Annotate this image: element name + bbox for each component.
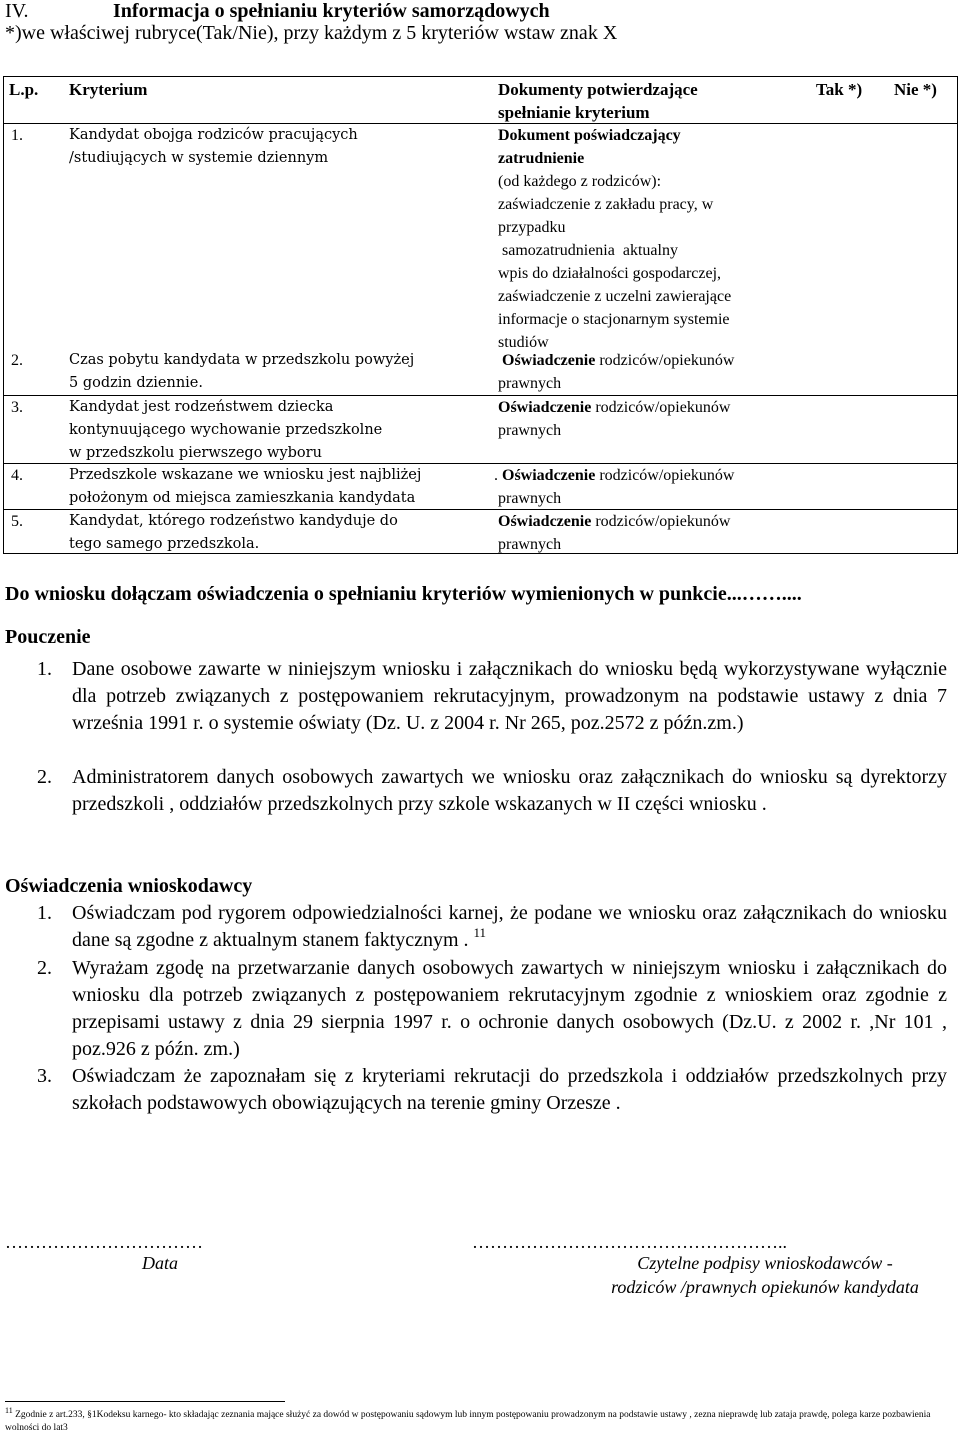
footnote [5, 1406, 950, 1435]
row-4-doc-prefix: . [494, 467, 502, 484]
declaration-item-text-body: Oświadczam pod rygorem odpowiedzialności karnej, że podane we wniosku oraz załącznikach do wniosku dane są zgodne z aktualnym stanem faktycznym . [72, 902, 947, 951]
declaration-item-number: 1. [37, 902, 52, 924]
row-1-criterion [69, 124, 489, 170]
row-3-criterion [69, 396, 489, 465]
row-2-criterion [69, 349, 489, 395]
row-1-doc-line: zaświadczenie z zakładu pracy, w [498, 196, 714, 213]
row-1-doc-line: wpis do działalności gospodarczej, [498, 265, 722, 282]
instruction-title: Pouczenie [5, 626, 91, 648]
instruction-item-number: 1. [37, 658, 52, 680]
signature-dotted-line: …………………………………………….. [472, 1232, 787, 1252]
row-5-criterion-line: tego samego przedszkola. [69, 536, 260, 552]
declaration-item-text [72, 900, 947, 954]
row-5-doc-bold: Oświadczenie [498, 513, 592, 530]
instruction-item-number: 2. [37, 766, 52, 788]
row-1-doc-line: zaświadczenie z uczelni zawierające [498, 288, 732, 305]
row-4-criterion-line: położonym od miejsca zamieszkania kandydata [69, 490, 416, 506]
date-dotted-line: …………………………… [5, 1232, 203, 1252]
row-1-criterion-line: Kandydat obojga rodziców pracujących [69, 127, 358, 143]
row-2-criterion-line: Czas pobytu kandydata w przedszkolu powyżej [69, 352, 415, 368]
header-documents [498, 78, 698, 124]
row-1-doc-line: studiów [498, 334, 549, 351]
row-2-documents [498, 349, 798, 395]
section-number: IV. [5, 0, 29, 22]
row-5-number: 5. [11, 513, 23, 530]
signature-label-line1: Czytelne podpisy wnioskodawców - [637, 1253, 893, 1273]
row-1-doc-line: przypadku [498, 219, 566, 236]
row-1-doc-line: (od każdego z rodziców): [498, 173, 662, 190]
instruction-item-text: Dane osobowe zawarte w niniejszym wniosku i załącznikach do wniosku będą wykorzystywane wyłącznie dla potrzeb związanych z postępowaniem rekrutacyjnym, prowadzonym na podstawie ustawy z dnia 7 września 1991 r. o systemie oświaty (Dz. U. z 2004 r. Nr 265, poz.2572 z późn.zm.) [72, 658, 947, 734]
row-3-criterion-line: kontynuującego wychowanie przedszkolne [69, 422, 383, 438]
declaration-item-text: Oświadczam że zapoznałam się z kryteriami rekrutacji do przedszkola i oddziałów przedszkolnych przy szkołach podstawowych obowiązujących na terenie gminy Orzesze . [72, 1065, 947, 1114]
footnote-rule [5, 1401, 285, 1402]
footnote-ref: 11 [473, 925, 487, 940]
signature-label-line2: rodziców /prawnych opiekunów kandydata [611, 1277, 919, 1297]
row-2-number: 2. [11, 352, 23, 369]
header-documents-line2: spełnianie kryterium [498, 103, 650, 122]
section-instruction: *)we właściwej rubryce(Tak/Nie), przy każdym z 5 kryteriów wstaw znak X [5, 22, 618, 44]
header-documents-line1: Dokumenty potwierdzające [498, 80, 698, 99]
footnote-text: Zgodnie z art.233, §1Kodeksu karnego- kto składając zeznania mające służyć za dowód w postępowaniu sądowym lub innym postępowaniu prowadzonym na podstawie ustawy , zezna nieprawdę lub zataja prawdę, polega karze pozbawienia wolności do lat3 [5, 1410, 931, 1433]
header-no: Nie *) [894, 80, 937, 99]
declaration-item-text: Wyrażam zgodę na przetwarzanie danych osobowych zawartych w niniejszym wniosku i załącznikach do wniosku dla potrzeb związanych z postępowaniem rekrutacyjnym zgodnie z wnioskiem oraz zgodnie z przepisami ustawy z dnia 29 sierpnia 1997 r. o ochronie danych osobowych (Dz.U. z 2002 r. ,Nr 101 , poz.926 z późn. zm.) [72, 957, 947, 1060]
declaration-item-number: 3. [37, 1065, 52, 1087]
row-4-criterion-line: Przedszkole wskazane we wniosku jest najbliżej [69, 467, 422, 483]
row-3-criterion-line: Kandydat jest rodzeństwem dziecka [69, 399, 334, 415]
row-2-doc-line2: prawnych [498, 375, 562, 392]
section-title: Informacja o spełnianiu kryteriów samorządowych [113, 0, 550, 22]
row-4-criterion [69, 464, 489, 510]
section-heading [5, 0, 550, 22]
instruction-item [5, 656, 947, 737]
row-2-doc-rest: rodziców/opiekunów [595, 352, 735, 369]
row-4-doc-line2: prawnych [498, 490, 562, 507]
declaration-item [5, 900, 947, 954]
row-2-criterion-line: 5 godzin dziennie. [69, 375, 203, 391]
declaration-item-number: 2. [37, 957, 52, 979]
row-3-criterion-line: w przedszkolu pierwszego wyboru [69, 445, 322, 461]
footnote-number: 11 [5, 1406, 13, 1415]
row-5-doc-line2: prawnych [498, 536, 562, 553]
instruction-item-text: Administratorem danych osobowych zawartych we wniosku oraz załącznikach do wniosku są dyrektorzy przedszkoli , oddziałów przedszkolnych przy szkole wskazanych w II części wniosku . [72, 766, 947, 815]
row-3-doc-rest: rodziców/opiekunów [591, 399, 731, 416]
row-3-number: 3. [11, 399, 23, 416]
declaration-item [5, 1063, 947, 1117]
declaration-item [5, 955, 947, 1063]
header-yes: Tak *) [816, 80, 863, 99]
row-4-documents [494, 464, 794, 510]
row-1-doc-bold-line: Dokument poświadczający [498, 127, 681, 144]
row-3-documents [498, 396, 798, 442]
header-lp: L.p. [9, 80, 39, 99]
row-4-doc-bold: Oświadczenie [502, 467, 596, 484]
row-4-number: 4. [11, 467, 23, 484]
row-5-documents [498, 510, 798, 556]
row-3-doc-line2: prawnych [498, 422, 562, 439]
row-5-criterion-line: Kandydat, którego rodzeństwo kandyduje do [69, 513, 398, 529]
row-1-doc-line: samozatrudnienia aktualny [498, 242, 678, 259]
header-criterion: Kryterium [69, 80, 148, 99]
row-3-doc-bold: Oświadczenie [498, 399, 592, 416]
row-5-criterion [69, 510, 489, 556]
row-1-documents [498, 124, 798, 354]
row-1-doc-line: informacje o stacjonarnym systemie [498, 311, 730, 328]
signature-label [570, 1251, 960, 1299]
instruction-item [5, 764, 947, 818]
attachment-note: Do wniosku dołączam oświadczenia o spełnianiu kryteriów wymienionych w punkcie...…….... [5, 583, 802, 605]
criteria-table [3, 76, 958, 554]
row-5-doc-rest: rodziców/opiekunów [591, 513, 731, 530]
row-1-criterion-line: /studiujących w systemie dziennym [69, 150, 329, 166]
declarations-title: Oświadczenia wnioskodawcy [5, 875, 253, 897]
row-2-doc-bold: Oświadczenie [502, 352, 596, 369]
row-1-doc-bold-line: zatrudnienie [498, 150, 585, 167]
row-4-doc-rest: rodziców/opiekunów [595, 467, 735, 484]
row-1-number: 1. [11, 127, 23, 144]
date-label: Data [142, 1253, 178, 1273]
